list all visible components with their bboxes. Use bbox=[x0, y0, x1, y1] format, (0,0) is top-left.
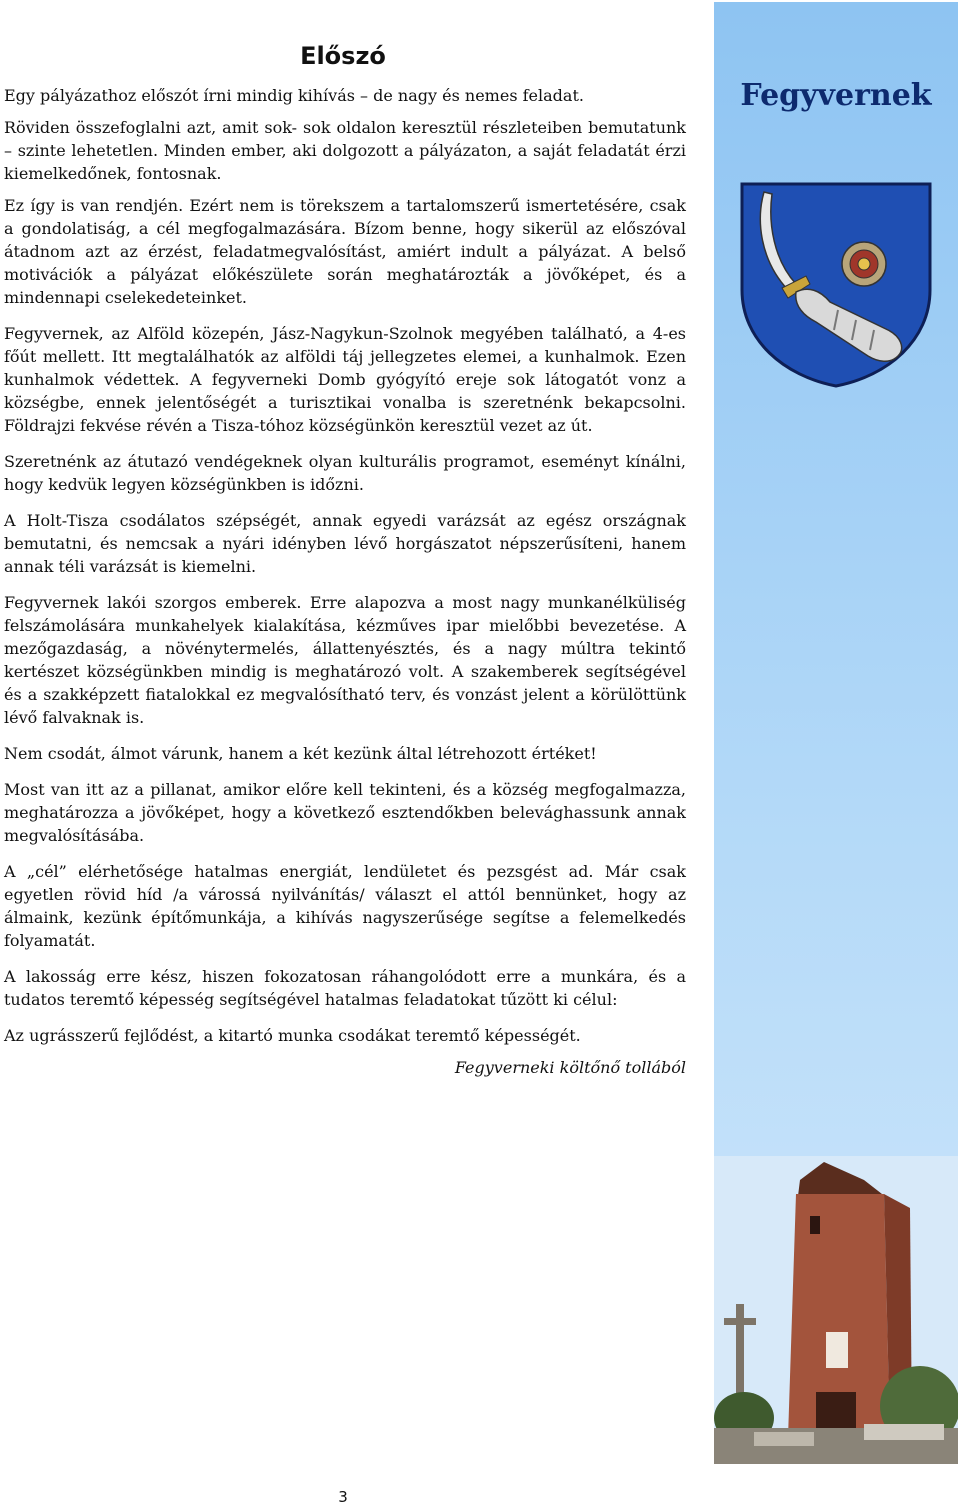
paragraph-5: Szeretnénk az átutazó vendégeknek olyan kulturális programot, eseményt kínálni, hogy kedvük legyen községünkben is időzni. bbox=[4, 452, 686, 494]
preface-text bbox=[4, 84, 686, 1088]
paragraph-4: Fegyvernek, az Alföld közepén, Jász-Nagykun-Szolnok megyében található, a 4-es főút mellett. Itt megtalálhatók az alföldi táj jellegzetes elemei, a kunhalmok. Ezen kunhalmok védettek. A fegyverneki Domb gyógyító ereje sok látogatót vonz a községbe, ennek jelentőségét a turisztikai vonalba is szeretnénk bekapcsolni. Földrajzi fekvése révén a Tisza-tóhoz községünkön keresztül vezet az út. bbox=[4, 324, 686, 435]
page-title: Előszó bbox=[300, 42, 386, 70]
signature: Fegyverneki költőnő tollából bbox=[454, 1058, 686, 1077]
paragraph-2: Röviden összefoglalni azt, amit sok- sok oldalon keresztül részleteiben bemutatunk – szinte lehetetlen. Minden ember, aki dolgozott a pályázaton, a saját feladatát érzi kiemelkedőnek, fontosnak. bbox=[4, 118, 686, 183]
coat-of-arms-icon bbox=[738, 180, 934, 388]
paragraph-6: A Holt-Tisza csodálatos szépségét, annak egyedi varázsát az egész országnak bemutatni, és nemcsak a nyári idényben lévő horgászatot népszerűsíteni, hanem annak téli varázsát is kiemelni. bbox=[4, 511, 686, 576]
paragraph-11: A lakosság erre kész, hiszen fokozatosan ráhangolódott erre a munkára, és a tudatos teremtő képesség segítségével hatalmas feladatokat tűzött ki célul: bbox=[4, 967, 686, 1009]
paragraph-10: A „cél” elérhetősége hatalmas energiát, lendületet és pezsgést ad. Már csak egyetlen rövid híd /a várossá nyilvánítás/ választ el attól bennünket, hogy az álmaink, kezünk építőmunkája, a kihívás nagyszerűsége segítse a felemelkedés folyamatát. bbox=[4, 862, 686, 950]
paragraph-3: Ez így is van rendjén. Ezért nem is törekszem a tartalomszerű ismertetésére, csak a gondolatiság, a cél megfogalmazására. Bízom benne, hogy sikerül az előszóval átadnom azt az érzést, feladatmegvalósítást, amiért indult a pályázat. A belső motivációk a pályázat előkészülete során meghatározták a jövőképet, és a mindennapi cselekedeteinket. bbox=[4, 196, 686, 307]
paragraph-8: Nem csodát, álmot várunk, hanem a két kezünk által létrehozott értéket! bbox=[4, 744, 597, 763]
paragraph-1: Egy pályázathoz előszót írni mindig kihívás – de nagy és nemes feladat. bbox=[4, 86, 584, 105]
paragraph-7: Fegyvernek lakói szorgos emberek. Erre alapozva a most nagy munkanélküliség felszámolására munkahelyek kialakítása, kézműves ipar mielőbbi bevezetése. A mezőgazdaság, a növénytermelés, állattenyésztés, és a nagy múltra tekintő kertészet községünkben mindig is meghatározó volt. A szakemberek segítségével és a szakképzett fiatalokkal ez megvalósítható terv, és vonzást jelent a körülöttünk lévő falvaknak is. bbox=[4, 593, 686, 727]
page-number: 3 bbox=[338, 1488, 348, 1506]
paragraph-9: Most van itt az a pillanat, amikor előre kell tekinteni, és a község megfogalmazza, meghatározza a jövőképet, hogy a következő esztendőkben belevághassunk annak megvalósításába. bbox=[4, 780, 686, 845]
church-tower-photo bbox=[714, 1156, 958, 1464]
paragraph-12: Az ugrásszerű fejlődést, a kitartó munka csodákat teremtő képességét. bbox=[4, 1026, 581, 1045]
town-name: Fegyvernek bbox=[740, 78, 932, 113]
